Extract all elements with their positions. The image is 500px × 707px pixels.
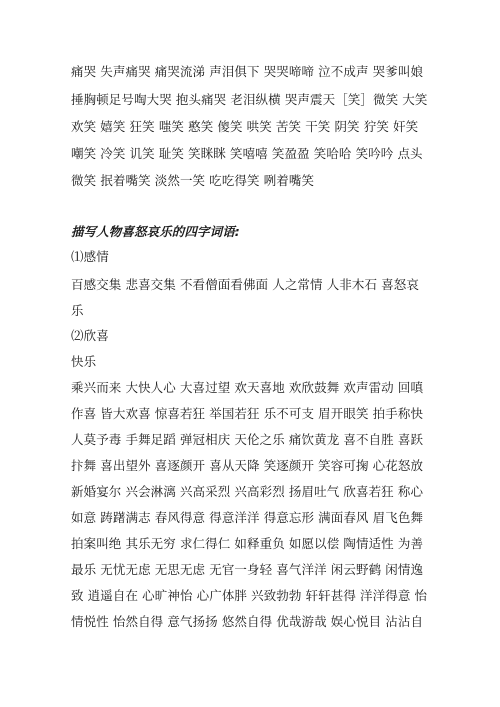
section-heading: 描写人物喜怒哀乐的四字词语: xyxy=(71,224,240,239)
text-line: 情悦性 怡然自得 意气扬扬 悠然自得 优哉游哉 娱心悦目 沾沾自 xyxy=(71,614,424,629)
text-line: 新婚宴尔 兴会淋漓 兴高采烈 兴高彩烈 扬眉吐气 欣喜若狂 称心 xyxy=(71,484,424,499)
text-line: 如意 踌躇满志 春风得意 得意洋洋 得意忘形 满面春风 眉飞色舞 xyxy=(71,510,424,525)
text-line: 百感交集 悲喜交集 不看僧面看佛面 人之常情 人非木石 喜怒哀 xyxy=(71,277,419,292)
text-line: 作喜 皆大欢喜 惊喜若狂 举国若狂 乐不可支 眉开眼笑 拍手称快 xyxy=(71,406,424,421)
text-line: 乐 xyxy=(71,303,84,318)
subsection-heading: ⑴感情 xyxy=(71,249,109,264)
text-line: 痛哭 失声痛哭 痛哭流涕 声泪俱下 哭哭啼啼 泣不成声 哭爹叫娘 xyxy=(71,64,424,79)
text-line: 最乐 无忧无虑 无思无虑 无官一身轻 喜气洋洋 闲云野鹤 闲情逸 xyxy=(71,562,424,577)
subsection-heading: ⑵欣喜 xyxy=(71,328,109,343)
text-line: 微笑 抿着嘴笑 淡然一笑 吃吃得笑 咧着嘴笑 xyxy=(71,173,315,188)
text-line: 乘兴而来 大快人心 大喜过望 欢天喜地 欢欣鼓舞 欢声雷动 回嗔 xyxy=(71,380,424,395)
text-line: 致 逍遥自在 心旷神怡 心广体胖 兴致勃勃 轩轩甚得 洋洋得意 怡 xyxy=(71,588,428,603)
text-line: 拍案叫绝 其乐无穷 求仁得仁 如释重负 如愿以偿 陶情适性 为善 xyxy=(71,536,424,551)
text-line: 嘲笑 冷笑 讥笑 耻笑 笑眯眯 笑嘻嘻 笑盈盈 笑哈哈 笑吟吟 点头 xyxy=(71,146,423,161)
text-line: 欢笑 嬉笑 狂笑 嗤笑 憨笑 傻笑 哄笑 苦笑 干笑 阴笑 狞笑 奸笑 xyxy=(71,119,419,134)
text-line: 捶胸顿足号啕大哭 抱头痛哭 老泪纵横 哭声震天［笑］微笑 大笑 xyxy=(71,92,428,107)
text-line: 人莫予毒 手舞足蹈 弹冠相庆 天伦之乐 痛饮黄龙 喜不自胜 喜跃 xyxy=(71,432,424,447)
subsection-heading: 快乐 xyxy=(71,354,97,369)
text-line: 抃舞 喜出望外 喜逐颜开 喜从天降 笑逐颜开 笑容可掬 心花怒放 xyxy=(71,458,424,473)
